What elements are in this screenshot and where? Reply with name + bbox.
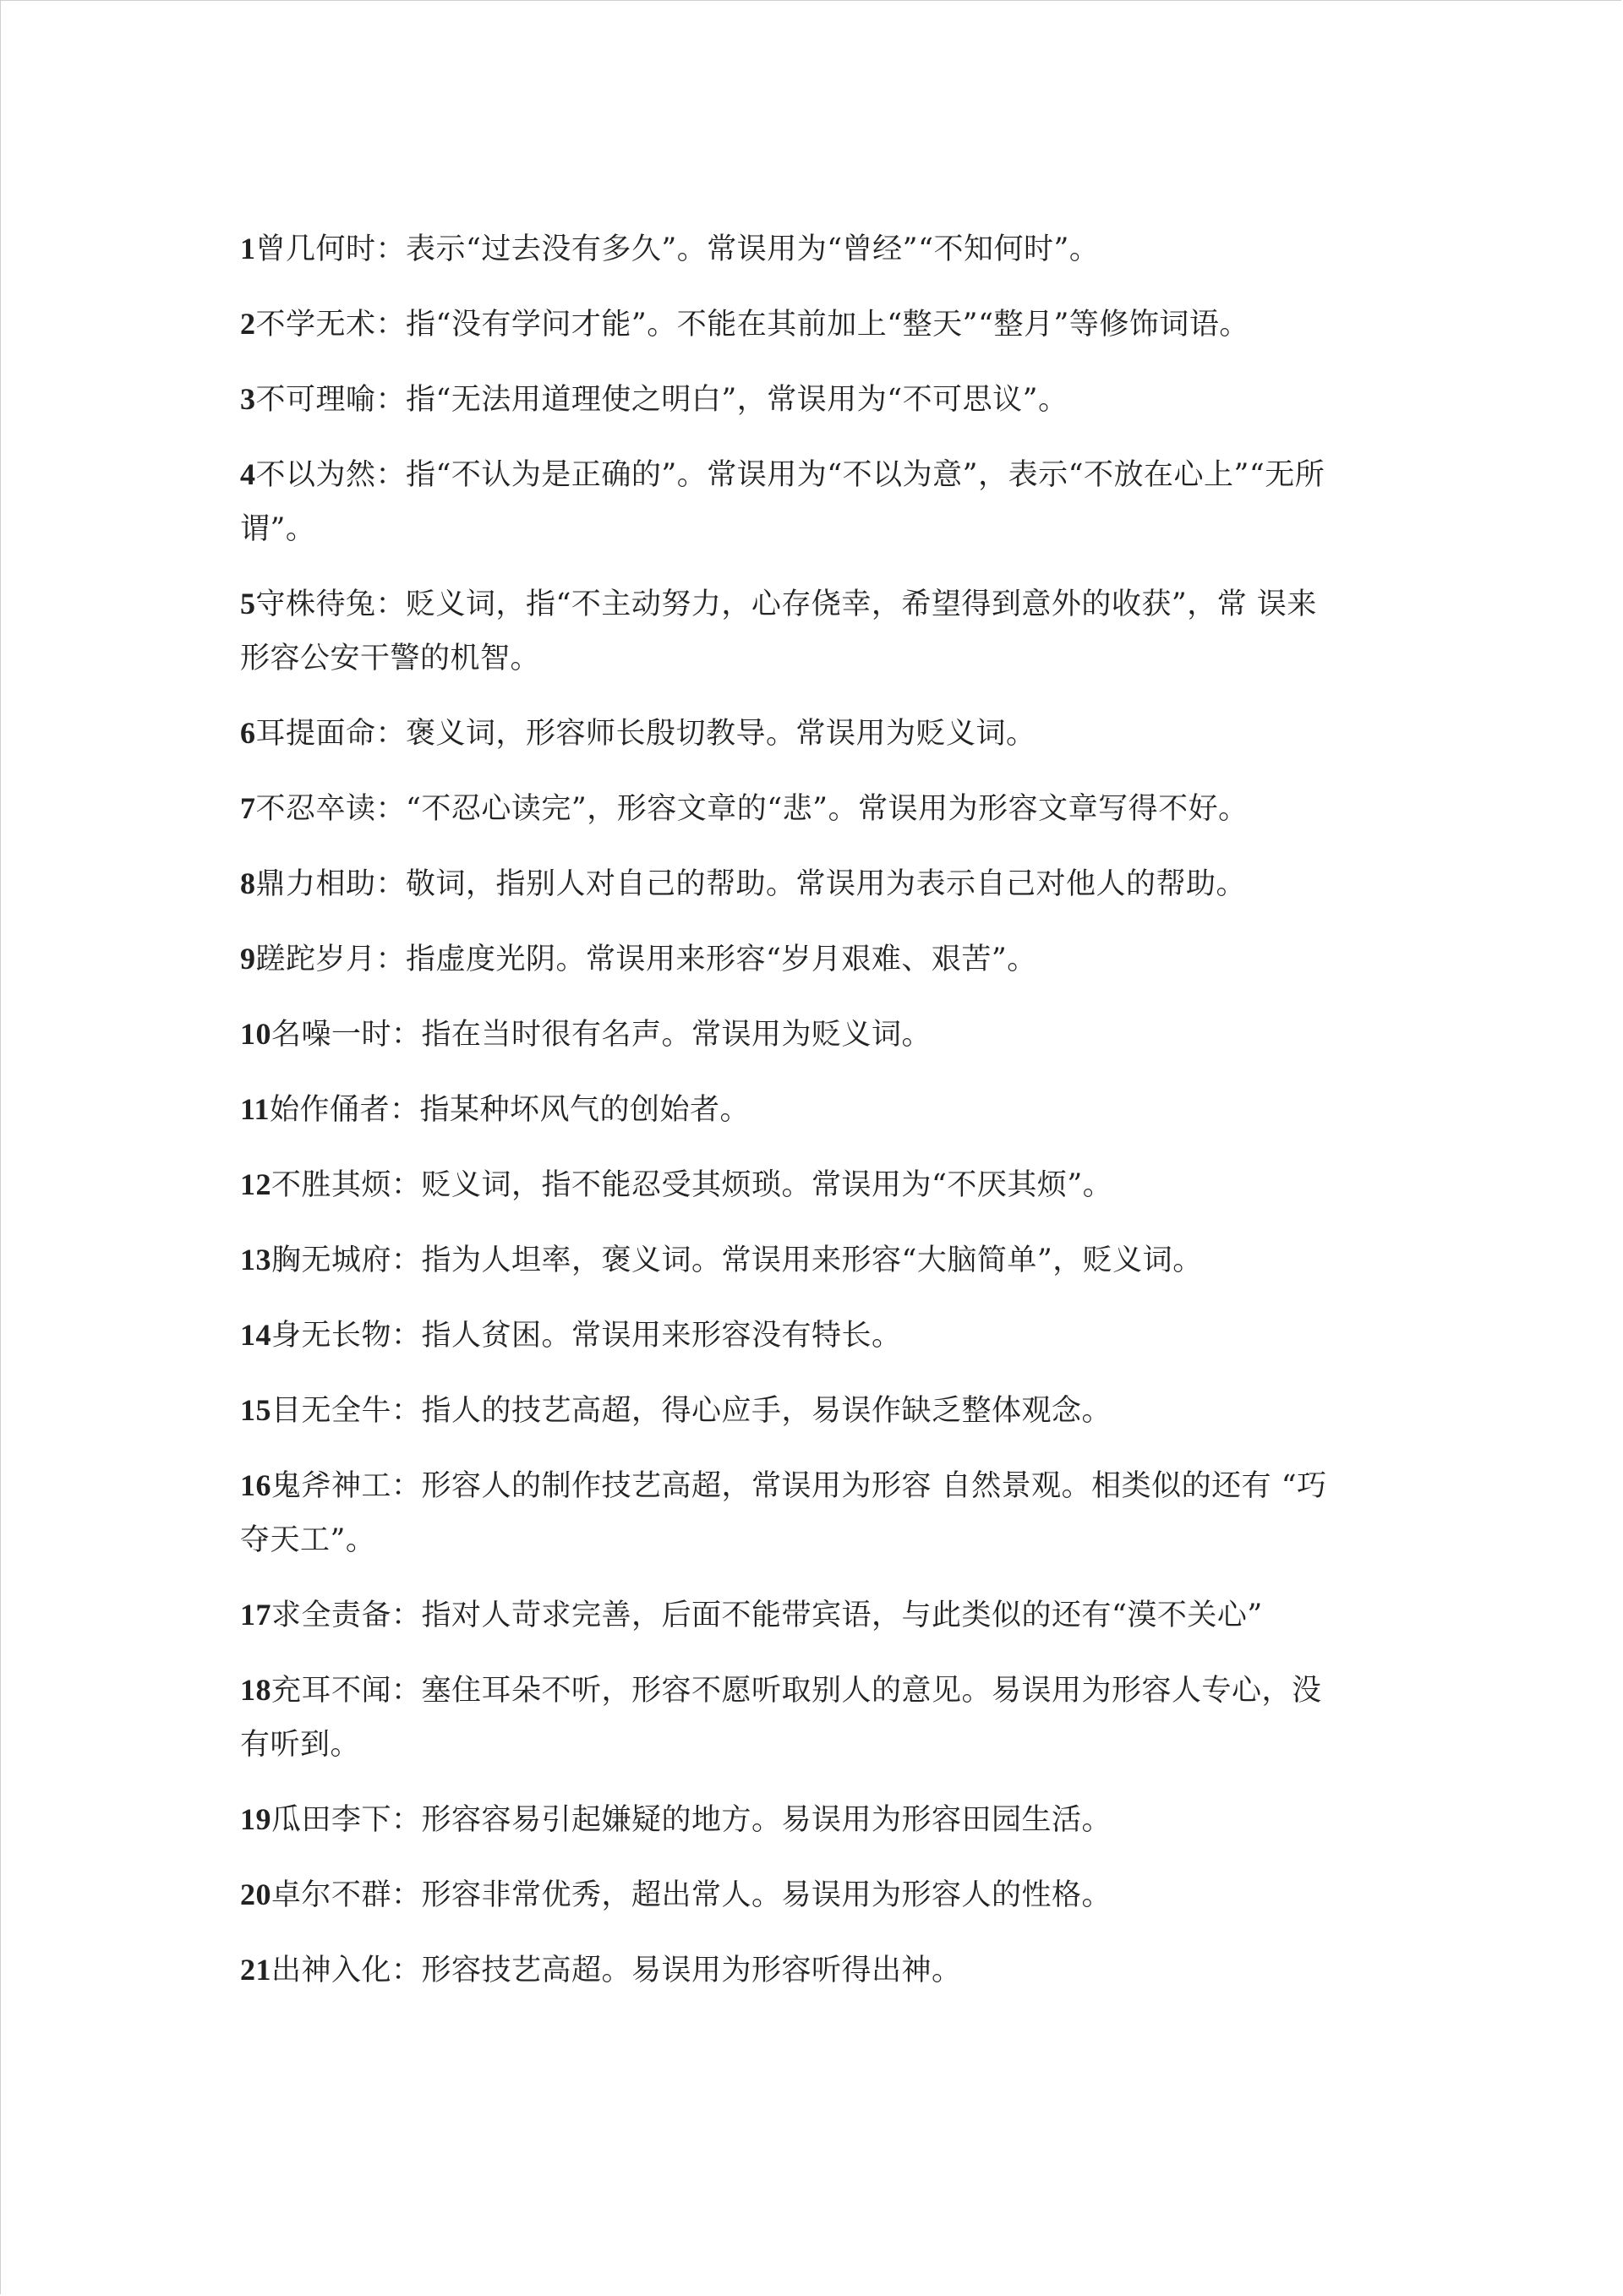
list-item bbox=[240, 1458, 1339, 1567]
item-text: 卓尔不群：形容非常优秀，超出常人。易误用为形容人的性格。 bbox=[271, 1878, 1112, 1912]
item-text: 出神入化：形容技艺高超。易误用为形容听得出神。 bbox=[271, 1954, 962, 1987]
list-item bbox=[240, 706, 1339, 761]
item-number: 17 bbox=[240, 1598, 271, 1632]
list-item bbox=[240, 221, 1339, 276]
list-item bbox=[240, 1588, 1339, 1643]
item-text: 守株待兔：贬义词，指“不主动努力，心存侥幸，希望得到意外的收获”，常 误来形容公安干警的机智。 bbox=[240, 588, 1317, 675]
list-item bbox=[240, 447, 1339, 556]
item-number: 12 bbox=[240, 1167, 271, 1201]
item-text: 曾几何时：表示“过去没有多久”。常误用为“曾经”“不知何时”。 bbox=[255, 232, 1100, 266]
item-text: 瓜田李下：形容容易引起嫌疑的地方。易误用为形容田园生活。 bbox=[271, 1803, 1112, 1837]
item-text: 鬼斧神工：形容人的制作技艺高超，常误用为形容 自然景观。相类似的还有 “巧夺天工”。 bbox=[240, 1469, 1327, 1557]
item-text: 鼎力相助：敬词，指别人对自己的帮助。常误用为表示自己对他人的帮助。 bbox=[255, 867, 1247, 901]
item-number: 11 bbox=[240, 1092, 270, 1126]
item-text: 耳提面命：褒义词，形容师长殷切教导。常误用为贬义词。 bbox=[255, 717, 1036, 751]
item-number: 15 bbox=[240, 1393, 271, 1427]
item-text: 目无全牛：指人的技艺高超，得心应手，易误作缺乏整体观念。 bbox=[271, 1394, 1112, 1428]
item-number: 5 bbox=[240, 587, 256, 620]
item-number: 21 bbox=[240, 1953, 271, 1987]
item-number: 7 bbox=[240, 791, 256, 825]
item-text: 身无长物：指人贫困。常误用来形容没有特长。 bbox=[271, 1319, 902, 1353]
item-number: 1 bbox=[240, 232, 256, 265]
document-body bbox=[240, 221, 1339, 2018]
item-text: 名噪一时：指在当时很有名声。常误用为贬义词。 bbox=[271, 1018, 932, 1052]
item-number: 18 bbox=[240, 1673, 271, 1707]
list-item bbox=[240, 1157, 1339, 1212]
item-text: 胸无城府：指为人坦率，褒义词。常误用来形容“大脑简单”，贬义词。 bbox=[271, 1244, 1203, 1277]
item-text: 不胜其烦：贬义词，指不能忍受其烦琐。常误用为“不厌其烦”。 bbox=[271, 1168, 1113, 1202]
list-item bbox=[240, 1663, 1339, 1772]
list-item bbox=[240, 1233, 1339, 1287]
item-number: 3 bbox=[240, 382, 256, 416]
item-number: 2 bbox=[240, 307, 256, 341]
list-item bbox=[240, 1308, 1339, 1363]
item-number: 19 bbox=[240, 1802, 271, 1836]
item-number: 4 bbox=[240, 457, 256, 491]
item-number: 14 bbox=[240, 1318, 271, 1352]
list-item bbox=[240, 1007, 1339, 1062]
item-text: 蹉跎岁月：指虚度光阴。常误用来形容“岁月艰难、艰苦”。 bbox=[255, 943, 1037, 976]
item-text: 不以为然：指“不认为是正确的”。常误用为“不以为意”，表示“不放在心上”“无所谓”。 bbox=[240, 458, 1325, 546]
list-item bbox=[240, 856, 1339, 911]
item-number: 8 bbox=[240, 866, 256, 900]
item-number: 20 bbox=[240, 1878, 271, 1911]
list-item bbox=[240, 781, 1339, 836]
list-item bbox=[240, 372, 1339, 427]
item-text: 不可理喻：指“无法用道理使之明白”，常误用为“不可思议”。 bbox=[255, 383, 1068, 417]
item-number: 10 bbox=[240, 1017, 271, 1051]
item-text: 求全责备：指对人苛求完善，后面不能带宾语，与此类似的还有“漠不关心” bbox=[271, 1599, 1263, 1632]
item-number: 16 bbox=[240, 1468, 271, 1502]
item-number: 6 bbox=[240, 716, 256, 750]
list-item bbox=[240, 932, 1339, 987]
list-item bbox=[240, 297, 1339, 352]
list-item bbox=[240, 1792, 1339, 1847]
item-text: 不学无术：指“没有学问才能”。不能在其前加上“整天”“整月”等修饰词语。 bbox=[255, 308, 1249, 342]
list-item bbox=[240, 1867, 1339, 1922]
item-text: 始作俑者：指某种坏风气的创始者。 bbox=[270, 1093, 751, 1127]
list-item bbox=[240, 577, 1339, 686]
list-item bbox=[240, 1383, 1339, 1438]
list-item bbox=[240, 1082, 1339, 1137]
item-text: 不忍卒读：“不忍心读完”，形容文章的“悲”。常误用为形容文章写得不好。 bbox=[255, 792, 1249, 826]
item-number: 13 bbox=[240, 1243, 271, 1276]
item-text: 充耳不闻：塞住耳朵不听，形容不愿听取别人的意见。易误用为形容人专心，没有听到。 bbox=[240, 1674, 1322, 1762]
list-item bbox=[240, 1943, 1339, 1998]
item-number: 9 bbox=[240, 942, 256, 976]
